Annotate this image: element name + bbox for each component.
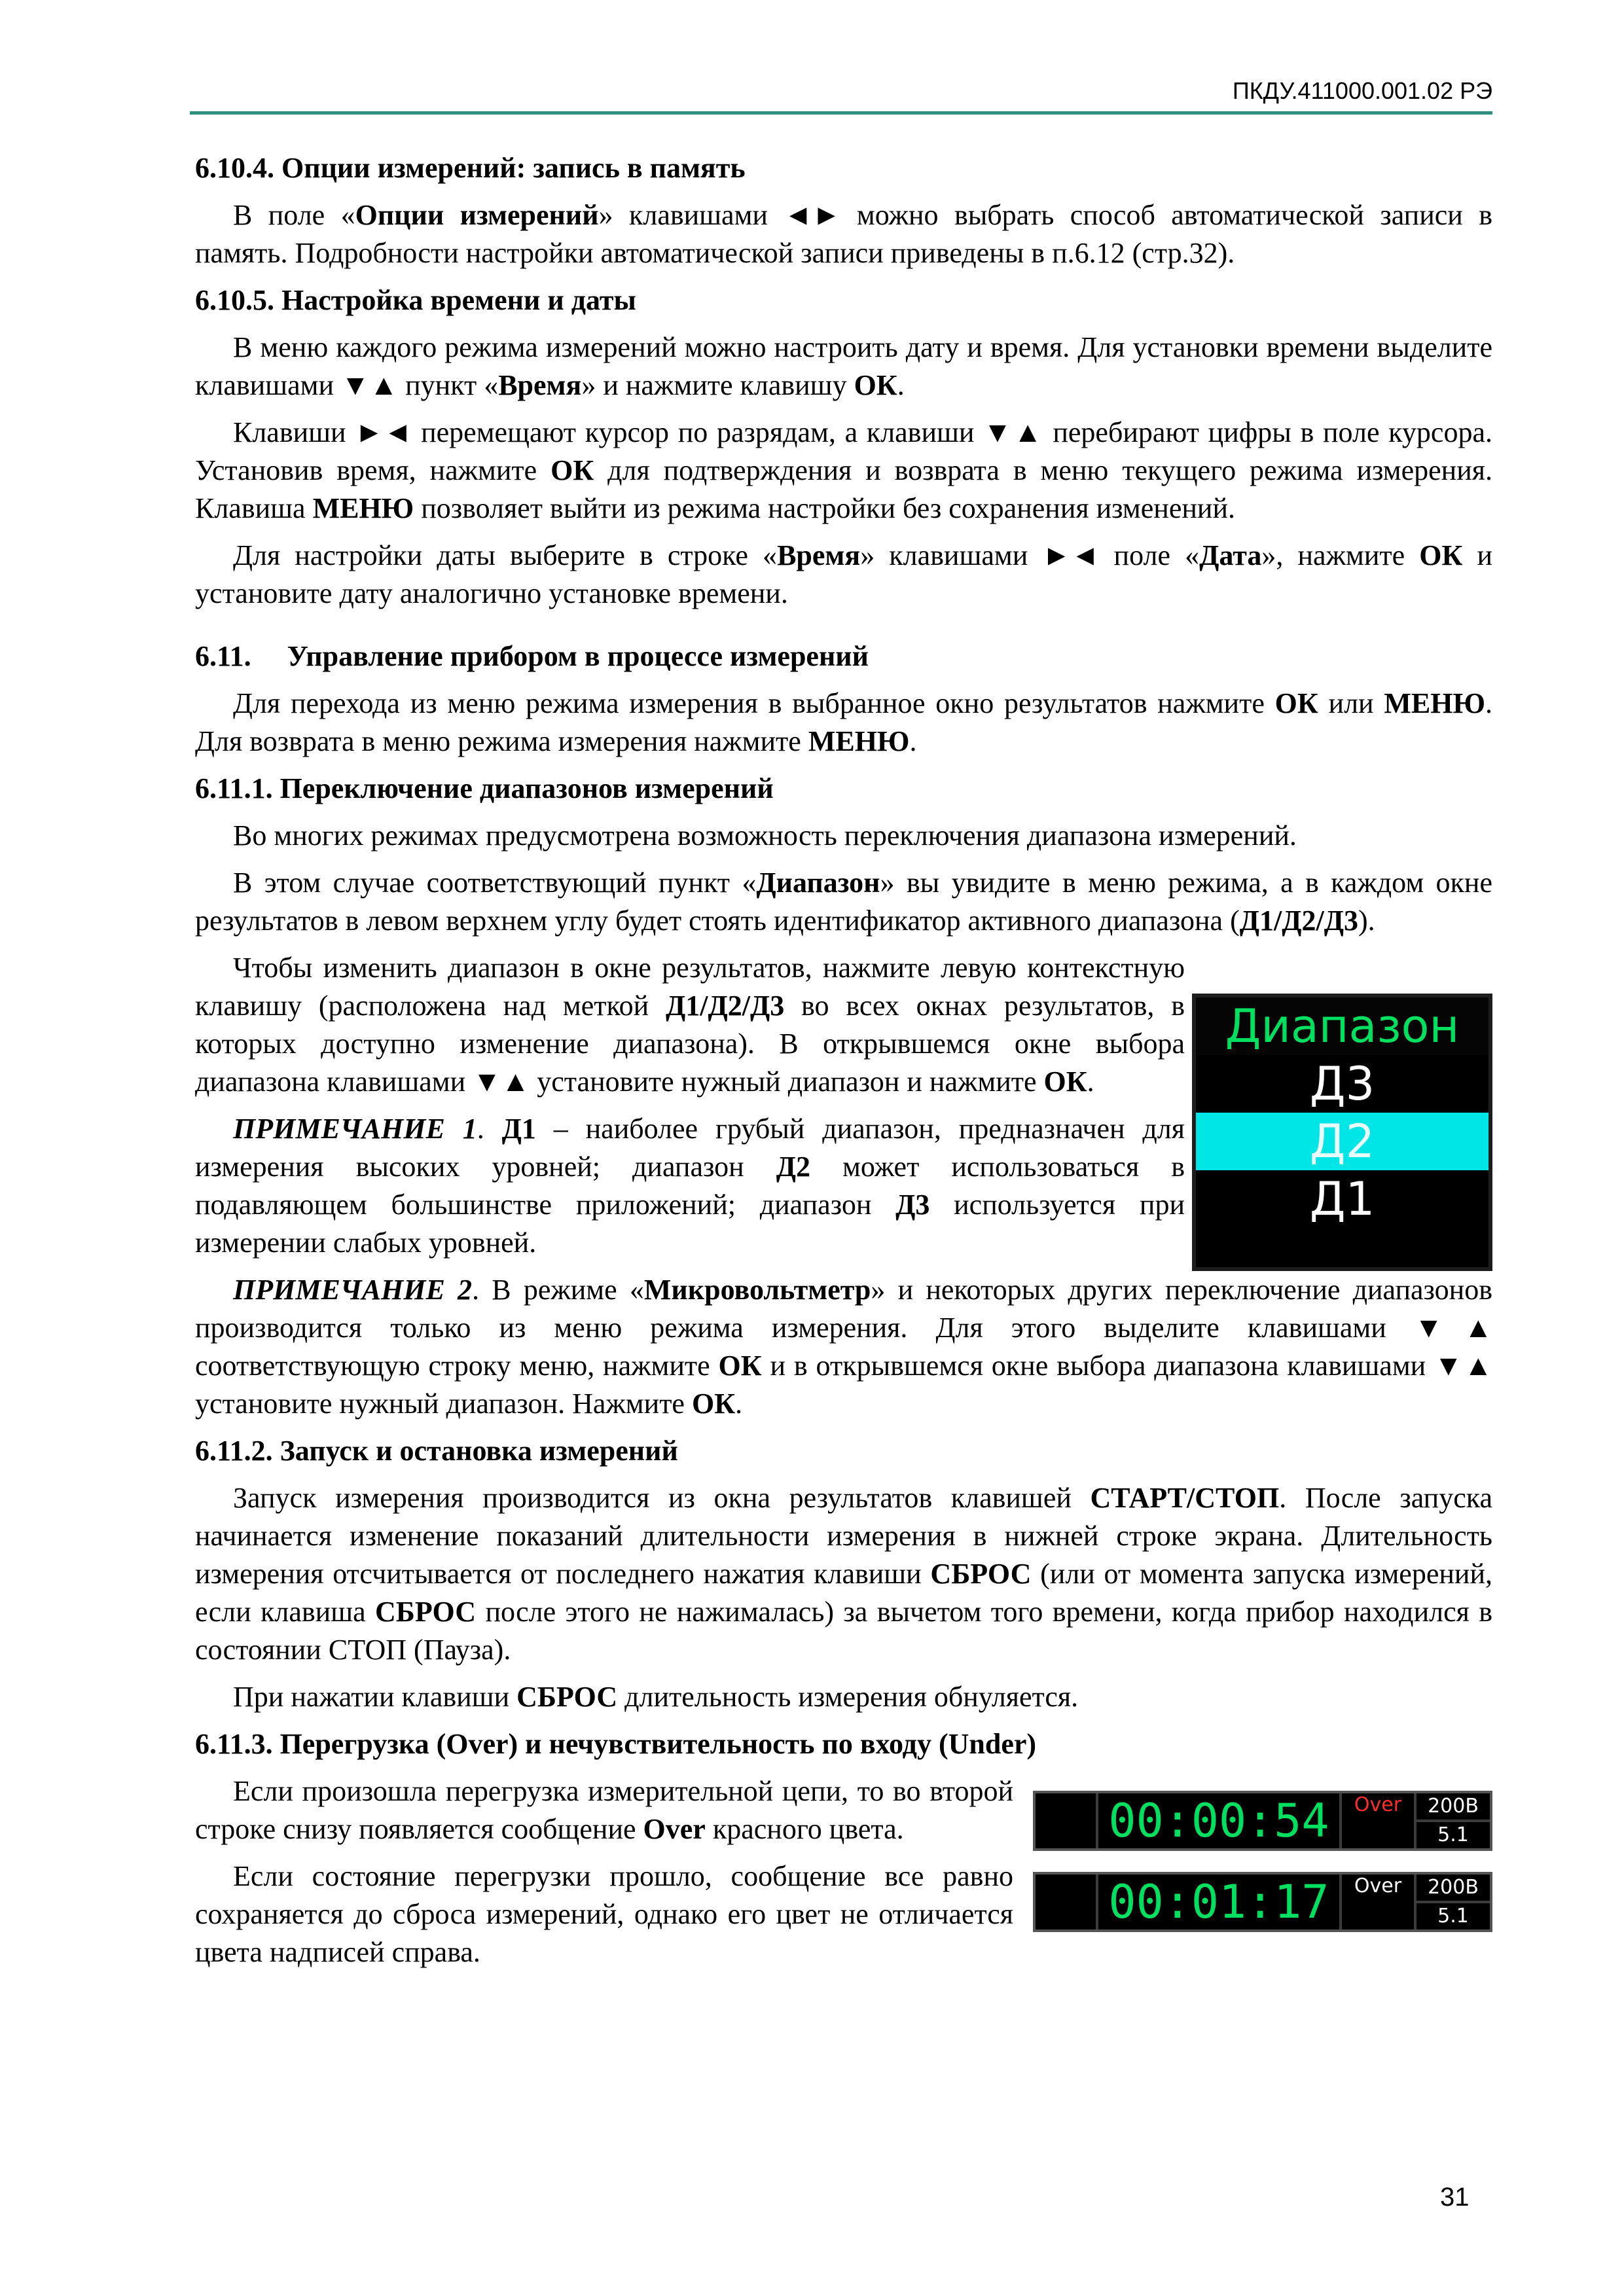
timer-status-over: Over: [1342, 1793, 1416, 1848]
timer-value: 5.1: [1437, 1905, 1469, 1928]
timer-elapsed: 00:01:17: [1098, 1874, 1342, 1929]
timer-lead-cell: [1036, 1874, 1098, 1929]
page-content: [195, 149, 1492, 1981]
section-6-11-3-title: 6.11.3. Перегрузка (Over) и нечувствительность по входу (Under): [195, 1728, 1037, 1760]
section-6-10-5-title: 6.10.5. Настройка времени и даты: [195, 284, 636, 316]
section-6-10-5-paragraph-3: Для настройки даты выберите в строке «Время» клавишами ►◄ поле «Дата», нажмите ОК и установите дату аналогично установке времени.: [195, 539, 1493, 609]
range-figure-column: [1185, 949, 1492, 1271]
section-6-11-paragraph: Для перехода из меню режима измерения в выбранное окно результатов нажмите ОК или МЕНЮ. Для возврата в меню режима измерения нажмите МЕНЮ.: [195, 687, 1492, 757]
timer-screenshot-overload: [1033, 1791, 1492, 1851]
section-6-11-1-title: 6.11.1. Переключение диапазонов измерений: [195, 772, 774, 804]
overload-figure-1: [1013, 1772, 1492, 1857]
range-option-d2: Д2: [1196, 1113, 1489, 1170]
section-6-11-2-paragraph-1: Запуск измерения производится из окна результатов клавишей СТАРТ/СТОП. После запуска начинается изменение показаний длительности измерения в нижней строке экрана. Длительность измерения отсчитывается от последнего нажатия клавиши СБРОС (или от момента запуска измерений, если клавиша СБРОС после этого не нажималась) за вычетом того времени, когда прибор находился в состоянии СТОП (Пауза).: [195, 1482, 1492, 1666]
timer-screenshot-cleared: [1033, 1872, 1492, 1932]
section-6-10-4-paragraph: В поле «Опции измерений» клавишами ◄► можно выбрать способ автоматической записи в память. Подробности настройки автоматической записи приведены в п.6.12 (стр.32).: [195, 199, 1492, 269]
timer-range: 200В: [1416, 1874, 1490, 1903]
timer-status-over: Over: [1342, 1874, 1416, 1929]
page-number: 31: [1440, 2183, 1470, 2212]
timer-range: 200В: [1416, 1793, 1490, 1822]
timer-elapsed: 00:00:54: [1098, 1793, 1342, 1848]
timer-right-cells: [1416, 1874, 1490, 1929]
section-6-11-1-paragraph-2: В этом случае соответствующий пункт «Диапазон» вы увидите в меню режима, а в каждом окне результатов в левом верхнем углу будет стоять идентификатор активного диапазона (Д1/Д2/Д3).: [195, 867, 1492, 937]
doc-code-header: ПКДУ.411000.001.02 РЭ: [1232, 77, 1492, 104]
note-2: ПРИМЕЧАНИЕ 2. В режиме «Микровольтметр» и некоторых других переключение диапазонов производится только из меню режима измерения. Для этого выделите клавишами ▼▲ соответствующую строку меню, нажмите ОК и в открывшемся окне выбора диапазона клавишами ▼▲ установите нужный диапазон. Нажмите ОК.: [195, 1274, 1493, 1420]
section-6-11-1-paragraph-3: Чтобы изменить диапазон в окне результатов, нажмите левую контекстную клавишу (расположена над меткой Д1/Д2/Д3 во всех окнах результатов, в которых доступно изменение диапазона). В открывшемся окне выбора диапазона клавишами ▼▲ установите нужный диапазон и нажмите ОК.: [195, 952, 1185, 1098]
section-6-11-title: 6.11. Управление прибором в процессе измерений: [195, 640, 869, 672]
header-rule: [190, 111, 1492, 115]
overload-text-2: [195, 1857, 1013, 1981]
overload-figure-2: [1013, 1857, 1492, 1981]
range-selector-screenshot: [1192, 994, 1492, 1271]
timer-lead-cell: [1036, 1793, 1098, 1848]
section-6-10-5-paragraph-2: Клавиши ►◄ перемещают курсор по разрядам, а клавиши ▼▲ перебирают цифры в поле курсора. Установив время, нажмите ОК для подтверждения и возврата в меню текущего режима измерения. Клавиша МЕНЮ позволяет выйти из режима настройки без сохранения изменений.: [195, 416, 1492, 524]
section-6-10-4-title: 6.10.4. Опции измерений: запись в память: [195, 152, 746, 184]
section-6-11-1-paragraph-1: Во многих режимах предусмотрена возможность переключения диапазона измерений.: [233, 819, 1297, 852]
timer-value: 5.1: [1437, 1823, 1469, 1846]
range-text-column: [195, 949, 1185, 1271]
overload-text-1: [195, 1772, 1013, 1857]
section-6-10-5-paragraph-1: В меню каждого режима измерений можно настроить дату и время. Для установки времени выделите клавишами ▼▲ пункт «Время» и нажмите клавишу ОК.: [195, 331, 1492, 401]
section-6-11-2-paragraph-2: При нажатии клавиши СБРОС длительность измерения обнуляется.: [233, 1681, 1079, 1713]
section-6-11-3-paragraph-2: Если состояние перегрузки прошло, сообщение все равно сохраняется до сброса измерений, однако его цвет не отличается цвета надписей справа.: [195, 1860, 1013, 1968]
overload-row-1: [195, 1772, 1492, 1857]
section-6-11-3-paragraph-1: Если произошла перегрузка измерительной цепи, то во второй строке снизу появляется сообщение Over красного цвета.: [195, 1775, 1013, 1845]
overload-row-2: [195, 1857, 1492, 1981]
range-selector-title: Диапазон: [1196, 997, 1489, 1055]
timer-right-cells: [1416, 1793, 1490, 1848]
note-1: ПРИМЕЧАНИЕ 1. Д1 – наиболее грубый диапазон, предназначен для измерения высоких уровней; диапазон Д2 может использоваться в подавляющем большинстве приложений; диапазон Д3 используется при измерении слабых уровней.: [195, 1113, 1185, 1259]
section-6-11-2-title: 6.11.2. Запуск и остановка измерений: [195, 1435, 678, 1467]
range-row: [195, 949, 1492, 1271]
range-option-d3: Д3: [1309, 1057, 1375, 1111]
range-option-d1: Д1: [1309, 1172, 1375, 1226]
